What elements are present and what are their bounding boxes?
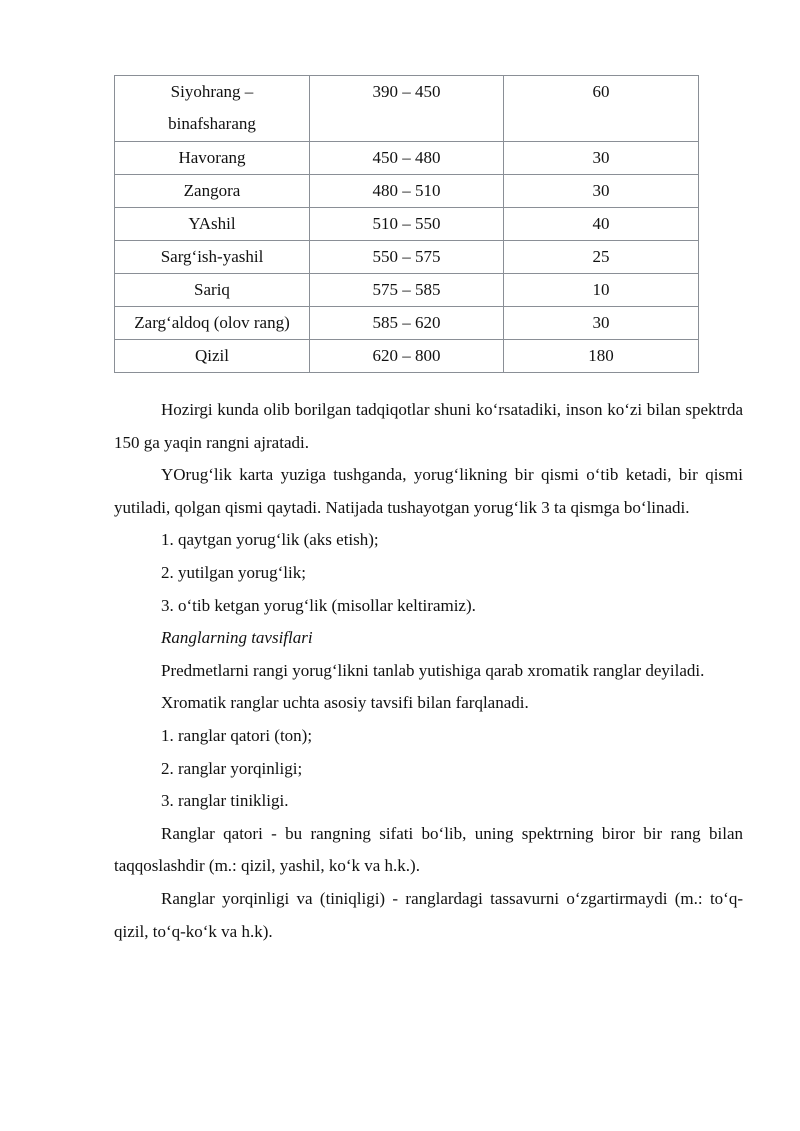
table-row — [115, 241, 699, 274]
list-item: 1. ranglar qatori (ton); — [161, 725, 313, 745]
band-width-cell: 10 — [504, 274, 699, 307]
wavelength-range-cell: 550 – 575 — [310, 241, 504, 274]
band-width-cell: 25 — [504, 241, 699, 274]
color-cell: Sariq — [115, 274, 310, 307]
paragraph: Ranglar yorqinligi va (tiniqligi) - ranglardagi tassavurni o‘zgartirmaydi (m.: to‘q-qizil, to‘q-ko‘k va h.k). — [114, 888, 743, 941]
wavelength-range-cell: 575 – 585 — [310, 274, 504, 307]
wavelength-range-cell: 620 – 800 — [310, 340, 504, 373]
color-name-line2: binafsharang — [168, 114, 256, 133]
wavelength-range-cell: 390 – 450 — [310, 76, 504, 142]
wavelength-range-cell: 585 – 620 — [310, 307, 504, 340]
paragraph: Predmetlarni rangi yorug‘likni tanlab yutishiga qarab xromatik ranglar deyiladi. — [161, 660, 705, 680]
band-width-cell: 60 — [504, 76, 699, 142]
table-row — [115, 274, 699, 307]
paragraph: YOrug‘lik karta yuziga tushganda, yorug‘likning bir qismi o‘tib ketadi, bir qismi yutiladi, qolgan qismi qaytadi. Natijada tushayotgan yorug‘lik 3 ta qismga bo‘linadi. — [114, 465, 743, 517]
table-row — [115, 208, 699, 241]
table-row — [115, 307, 699, 340]
paragraph: Xromatik ranglar uchta asosiy tavsifi bilan farqlanadi. — [161, 693, 529, 713]
table-row — [115, 340, 699, 373]
color-cell: Zarg‘aldoq (olov rang) — [115, 307, 310, 340]
color-cell: Sarg‘ish-yashil — [115, 241, 310, 274]
color-cell: YAshil — [115, 208, 310, 241]
paragraph: Hozirgi kunda olib borilgan tadqiqotlar shuni ko‘rsatadiki, inson ko‘zi bilan spektrda 150 ga yaqin rangni ajratadi. — [114, 400, 743, 452]
list-item: 1. qaytgan yorug‘lik (aks etish); — [161, 530, 379, 550]
wavelength-range-cell: 450 – 480 — [310, 142, 504, 175]
table-row — [115, 175, 699, 208]
color-cell: Qizil — [115, 340, 310, 373]
color-cell: Havorang — [115, 142, 310, 175]
body-text — [114, 394, 743, 948]
list-item: 3. ranglar tinikligi. — [161, 791, 289, 811]
band-width-cell: 30 — [504, 307, 699, 340]
paragraph: Ranglar qatori - bu rangning sifati bo‘lib, uning spektrning biror bir rang bilan taqqoslashdir (m.: qizil, yashil, ko‘k va h.k.). — [114, 823, 743, 876]
band-width-cell: 30 — [504, 175, 699, 208]
table-row — [115, 76, 699, 142]
wavelength-range-cell: 480 – 510 — [310, 175, 504, 208]
list-item: 2. ranglar yorqinligi; — [161, 758, 303, 778]
list-item: 2. yutilgan yorug‘lik; — [161, 562, 306, 582]
band-width-cell: 30 — [504, 142, 699, 175]
list-item: 3. o‘tib ketgan yorug‘lik (misollar keltiramiz). — [161, 595, 476, 615]
band-width-cell: 180 — [504, 340, 699, 373]
color-cell: Zangora — [115, 175, 310, 208]
band-width-cell: 40 — [504, 208, 699, 241]
spectrum-table — [114, 75, 699, 373]
color-name-line1: Siyohrang – — [170, 82, 254, 101]
color-cell — [115, 76, 310, 142]
wavelength-range-cell: 510 – 550 — [310, 208, 504, 241]
table-row — [115, 142, 699, 175]
section-heading: Ranglarning tavsiflari — [161, 628, 313, 648]
